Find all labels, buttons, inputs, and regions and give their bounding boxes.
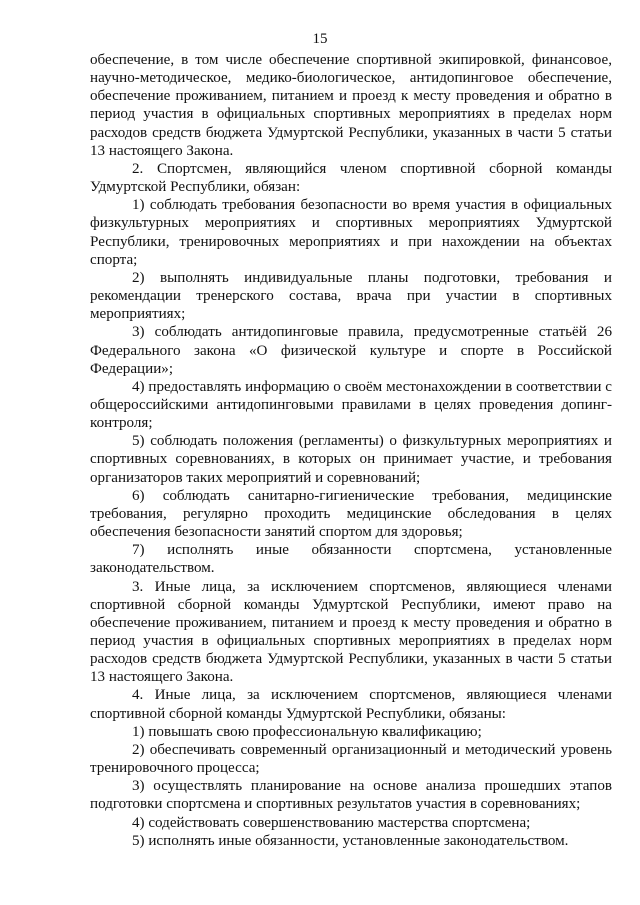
list-item-4-1: 1) повышать свою профессиональную квалификацию;: [132, 723, 482, 740]
page-number: 15: [312, 31, 328, 47]
list-item-4-4: 4) содействовать совершенствованию мастерства спортсмена;: [132, 814, 531, 831]
list-item-2-4: 4) предоставлять информацию о своём местонахождении в соответствии с общероссийскими антидопинговыми правилами в целях проведения допинг-контроля;: [90, 378, 612, 432]
list-item-4-3: 3) осуществлять планирование на основе анализа прошедших этапов подготовки спортсмена и спортивных результатов участия в соревнованиях;: [90, 778, 612, 813]
list-item-2-7: 7) исполнять иные обязанности спортсмена, установленные законодательством.: [90, 542, 612, 577]
paragraph-continuation: обеспечение, в том числе обеспечение спортивной экипировкой, финансовое, научно-методическое, медико-биологическое, антидопинговое обеспечение, обеспечение проживанием, питанием и проезд к месту проведения и обратно в период участия в официальных спортивных мероприятиях в пределах норм расходов средств бюджета Удмуртской Республики, указанных в части 5 статьи 13 настоящего Закона.: [90, 52, 612, 159]
list-item-2-5: 5) соблюдать положения (регламенты) о физкультурных мероприятиях и спортивных соревнованиях, в которых он принимает участие, и требования организаторов таких мероприятий и соревнований;: [90, 433, 612, 486]
document-body: [90, 51, 612, 850]
paragraph-section-2: 2. Спортсмен, являющийся членом спортивной сборной команды Удмуртской Республики, обязан:: [90, 160, 612, 196]
list-item-2-2: 2) выполнять индивидуальные планы подготовки, требования и рекомендации тренерского состава, врача при участии в спортивных мероприятиях;: [90, 269, 612, 323]
list-item-2-3: 3) соблюдать антидопинговые правила, предусмотренные статьёй 26 Федерального закона «О физической культуре и спорте в Российской Федерации»;: [90, 324, 612, 377]
paragraph-section-3: 3. Иные лица, за исключением спортсменов, являющиеся членами спортивной сборной команды Удмуртской Республики, имеют право на обеспечение проживанием, питанием и проезд к месту проведения и обратно в период участия в официальных спортивных мероприятиях в пределах норм расходов средств бюджета Удмуртской Республики, указанных в части 5 статьи 13 настоящего Закона.: [90, 578, 612, 686]
list-item-2-6: 6) соблюдать санитарно-гигиенические требования, медицинские требования, регулярно проходить медицинские обследования в целях обеспечения безопасности занятий спортом для здоровья;: [90, 487, 612, 541]
paragraph-section-4: 4. Иные лица, за исключением спортсменов, являющиеся членами спортивной сборной команды Удмуртской Республики, обязаны:: [90, 687, 612, 722]
list-item-4-2: 2) обеспечивать современный организационный и методический уровень тренировочного процесса;: [90, 741, 612, 777]
list-item-4-5: 5) исполнять иные обязанности, установленные законодательством.: [132, 832, 569, 849]
list-item-2-1: 1) соблюдать требования безопасности во время участия в официальных физкультурных мероприятиях и спортивных мероприятиях Удмуртской Республики, тренировочных мероприятиях и при нахождении на объектах спорта;: [90, 197, 612, 268]
